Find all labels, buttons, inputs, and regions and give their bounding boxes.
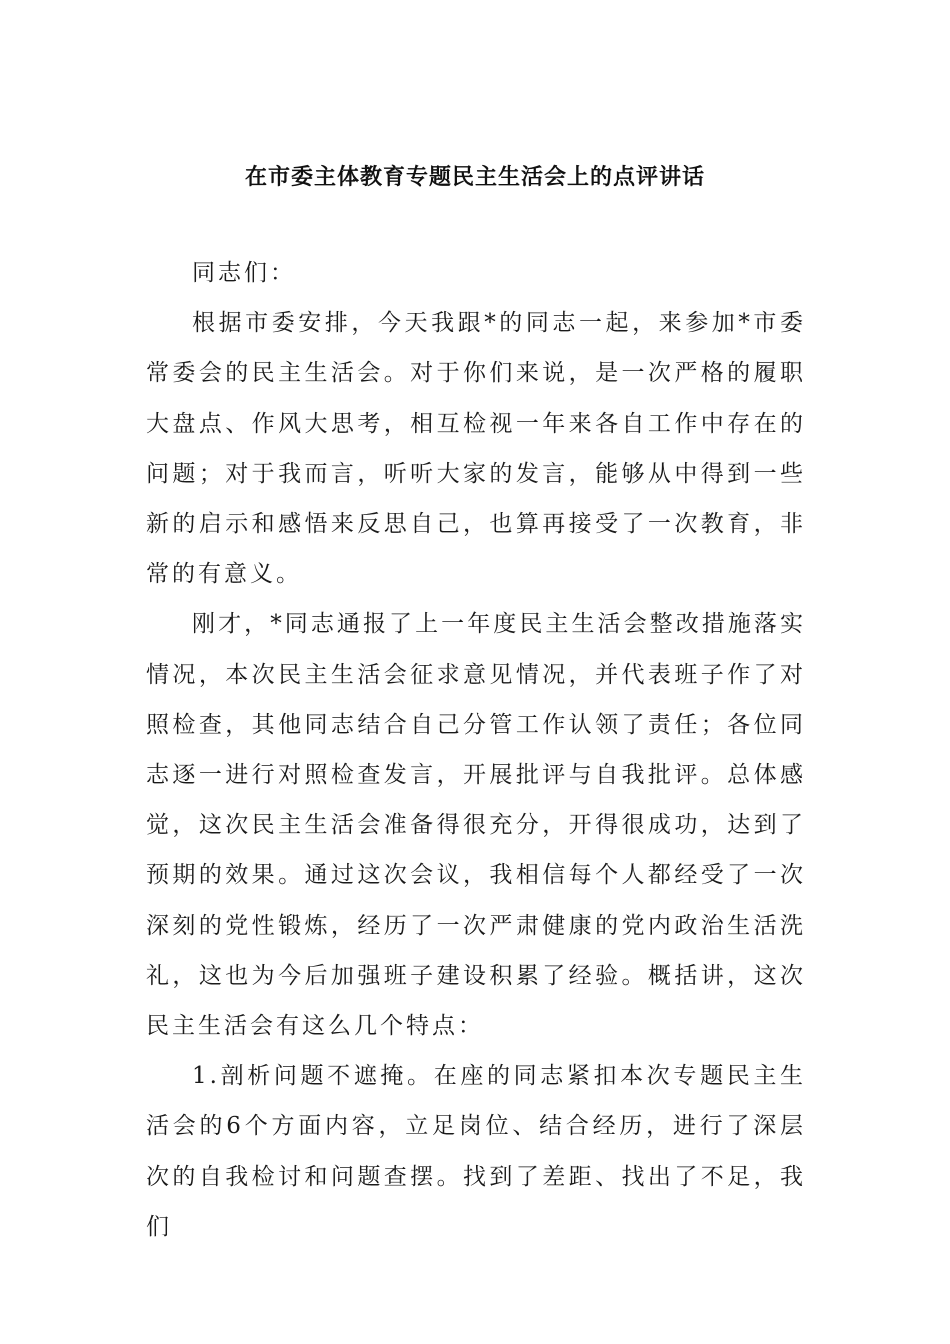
salutation: 同志们： [192,260,296,286]
document-body [146,248,806,1252]
document-title: 在市委主体教育专题民主生活会上的点评讲话 [244,164,705,190]
paragraph-1: 根据市委安排，今天我跟*的同志一起，来参加*市委常委会的民主生活会。对于你们来说，是一次严格的履职大盘点、作风大思考，相互检视一年来各自工作中存在的问题；对于我而言，听听大家的发言，能够从中得到一些新的启示和感悟来反思自己，也算再接受了一次教育，非常的有意义。 [146,310,806,588]
paragraph-3: 1.剖析问题不遮掩。在座的同志紧扣本次专题民主生活会的6个方面内容，立足岗位、结合经历，进行了深层次的自我检讨和问题查摆。找到了差距、找出了不足，我们 [146,1063,806,1240]
paragraph-2: 刚才，*同志通报了上一年度民主生活会整改措施落实情况，本次民主生活会征求意见情况，并代表班子作了对照检查，其他同志结合自己分管工作认领了责任；各位同志逐一进行对照检查发言，开展批评与自我批评。总体感觉，这次民主生活会准备得很充分，开得很成功，达到了预期的效果。通过这次会议，我相信每个人都经受了一次深刻的党性锻炼，经历了一次严肃健康的党内政治生活洗礼，这也为今后加强班子建设积累了经验。概括讲，这次民主生活会有这么几个特点： [146,611,806,1040]
